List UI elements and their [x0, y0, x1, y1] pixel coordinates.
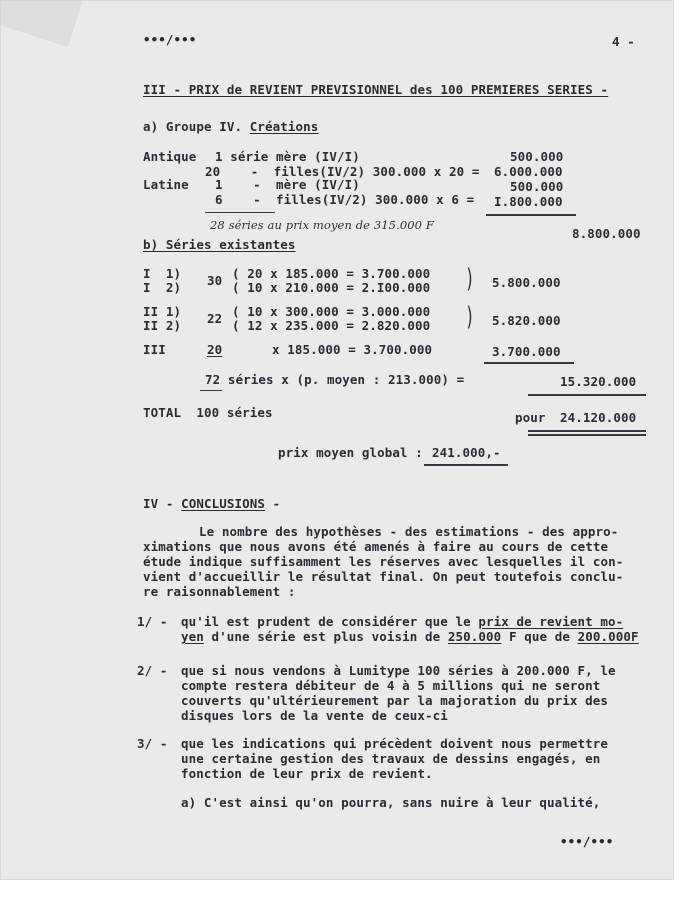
point-1-marker: 1/ -: [137, 614, 168, 629]
a-line-3-text: 1 - mère (IV/I): [215, 177, 360, 192]
point-3-marker: 3/ -: [137, 736, 168, 751]
intro-line-2: ximations que nous avons été amenés à faire au cours de cette: [143, 539, 609, 554]
grand-total-rule-2: [528, 434, 646, 436]
b-summary-mark: [200, 390, 222, 391]
grand-total-label: TOTAL 100 séries: [143, 405, 273, 420]
a-line-3-amount: 500.000: [510, 179, 564, 194]
b-total-rule: [528, 394, 646, 396]
subsection-a-title: a) Groupe IV. Créations: [143, 119, 319, 134]
intro-line-1: Le nombre des hypothèses - des estimations - des appro-: [199, 524, 619, 539]
handnote-underline: [205, 212, 275, 213]
grand-total-rule-1: [528, 430, 646, 432]
group-2-count: 22: [207, 311, 223, 326]
handwritten-note: 28 séries au prix moyen de 315.000 F: [210, 218, 434, 232]
group-1-line-2: ( 10 x 210.000 = 2.I00.000: [232, 280, 431, 295]
group-2-key-2: II 2): [143, 318, 182, 333]
point-3-line-2: une certaine gestion des travaux de dessins engagés, en: [181, 751, 601, 766]
a-line-1-text: 1 série mère (IV/I): [215, 149, 360, 164]
group-1-brace: ): [465, 264, 475, 294]
point-2-line-3: couverts qu'ultérieurement par la majoration du prix des: [181, 693, 609, 708]
a-line-1-label: Antique: [143, 149, 197, 164]
a-line-2-text: 20 - filles(IV/2) 300.000 x 20 =: [205, 164, 480, 179]
group-1-subtotal: 5.800.000: [492, 275, 561, 290]
b-total: 15.320.000: [560, 374, 637, 389]
group-2-line-2: ( 12 x 235.000 = 2.820.000: [232, 318, 431, 333]
point-1-line-1: qu'il est prudent de considérer que le prix de revient mo-: [181, 614, 624, 629]
group-3-key: III: [143, 342, 166, 357]
average-value: 241.000,-: [432, 445, 501, 460]
group-1-key-1: I 1): [143, 266, 182, 281]
group-2-key-1: II 1): [143, 304, 182, 319]
point-2-marker: 2/ -: [137, 663, 168, 678]
point-2-line-2: compte restera débiteur de 4 à 5 millions qui ne seront: [181, 678, 601, 693]
intro-line-5: re raisonnablement :: [143, 584, 296, 599]
group-1-count: 30: [207, 273, 223, 288]
average-rule: [424, 464, 508, 466]
a-line-3-label: Latine: [143, 177, 189, 192]
group-2-brace: ): [465, 302, 475, 332]
b-summary: 72 séries x (p. moyen : 213.000) =: [205, 372, 465, 387]
continuation-marker-top: •••/•••: [143, 32, 197, 47]
group-3-subtotal: 3.700.000: [492, 344, 561, 359]
group-3-line: x 185.000 = 3.700.000: [272, 342, 433, 357]
subsection-b-title: b) Séries existantes: [143, 237, 296, 252]
point-3-line-1: que les indications qui précèdent doivent nous permettre: [181, 736, 609, 751]
group-2-subtotal: 5.820.000: [492, 313, 561, 328]
b-subtotal-rule: [484, 362, 574, 364]
page-fold: [0, 0, 86, 47]
a-line-2-amount: 6.000.000: [494, 164, 563, 179]
group-1-key-2: I 2): [143, 280, 182, 295]
continuation-marker-bottom: •••/•••: [560, 834, 614, 849]
point-1-line-2: yen d'une série est plus voisin de 250.000 F que de 200.000F: [181, 629, 639, 644]
a-line-4-amount: I.800.000: [494, 194, 563, 209]
a-line-1-amount: 500.000: [510, 149, 564, 164]
average-label: prix moyen global :: [278, 445, 423, 460]
point-2-line-1: que si nous vendons à Lumitype 100 séries à 200.000 F, le: [181, 663, 616, 678]
section-4-title: IV - CONCLUSIONS -: [143, 496, 281, 511]
subsection-a-creations: Créations: [249, 119, 319, 134]
point-2-line-4: disques lors de la vente de ceux-ci: [181, 708, 448, 723]
a-total: 8.800.000: [572, 226, 641, 241]
section-4-title-underlined: CONCLUSIONS: [181, 496, 266, 511]
intro-line-3: étude indique suffisamment les réserves avec lesquelles il con-: [143, 554, 624, 569]
intro-line-4: vient d'accueillir le résultat final. On peut toutefois conclu-: [143, 569, 624, 584]
page-number: 4 -: [612, 34, 635, 49]
a-total-rule: [486, 214, 576, 216]
point-3-line-3: fonction de leur prix de revient.: [181, 766, 433, 781]
group-2-line-1: ( 10 x 300.000 = 3.000.000: [232, 304, 431, 319]
grand-total: 24.120.000: [560, 410, 637, 425]
section-3-title: III - PRIX de REVIENT PREVISIONNEL des 100 PREMIERES SERIES -: [143, 82, 609, 97]
group-3-count: 20: [207, 342, 223, 357]
pour-label: pour: [515, 410, 546, 425]
group-1-line-1: ( 20 x 185.000 = 3.700.000: [232, 266, 431, 281]
a-line-4-text: 6 - filles(IV/2) 300.000 x 6 =: [215, 192, 475, 207]
point-3a-line: a) C'est ainsi qu'on pourra, sans nuire à leur qualité,: [181, 795, 601, 810]
